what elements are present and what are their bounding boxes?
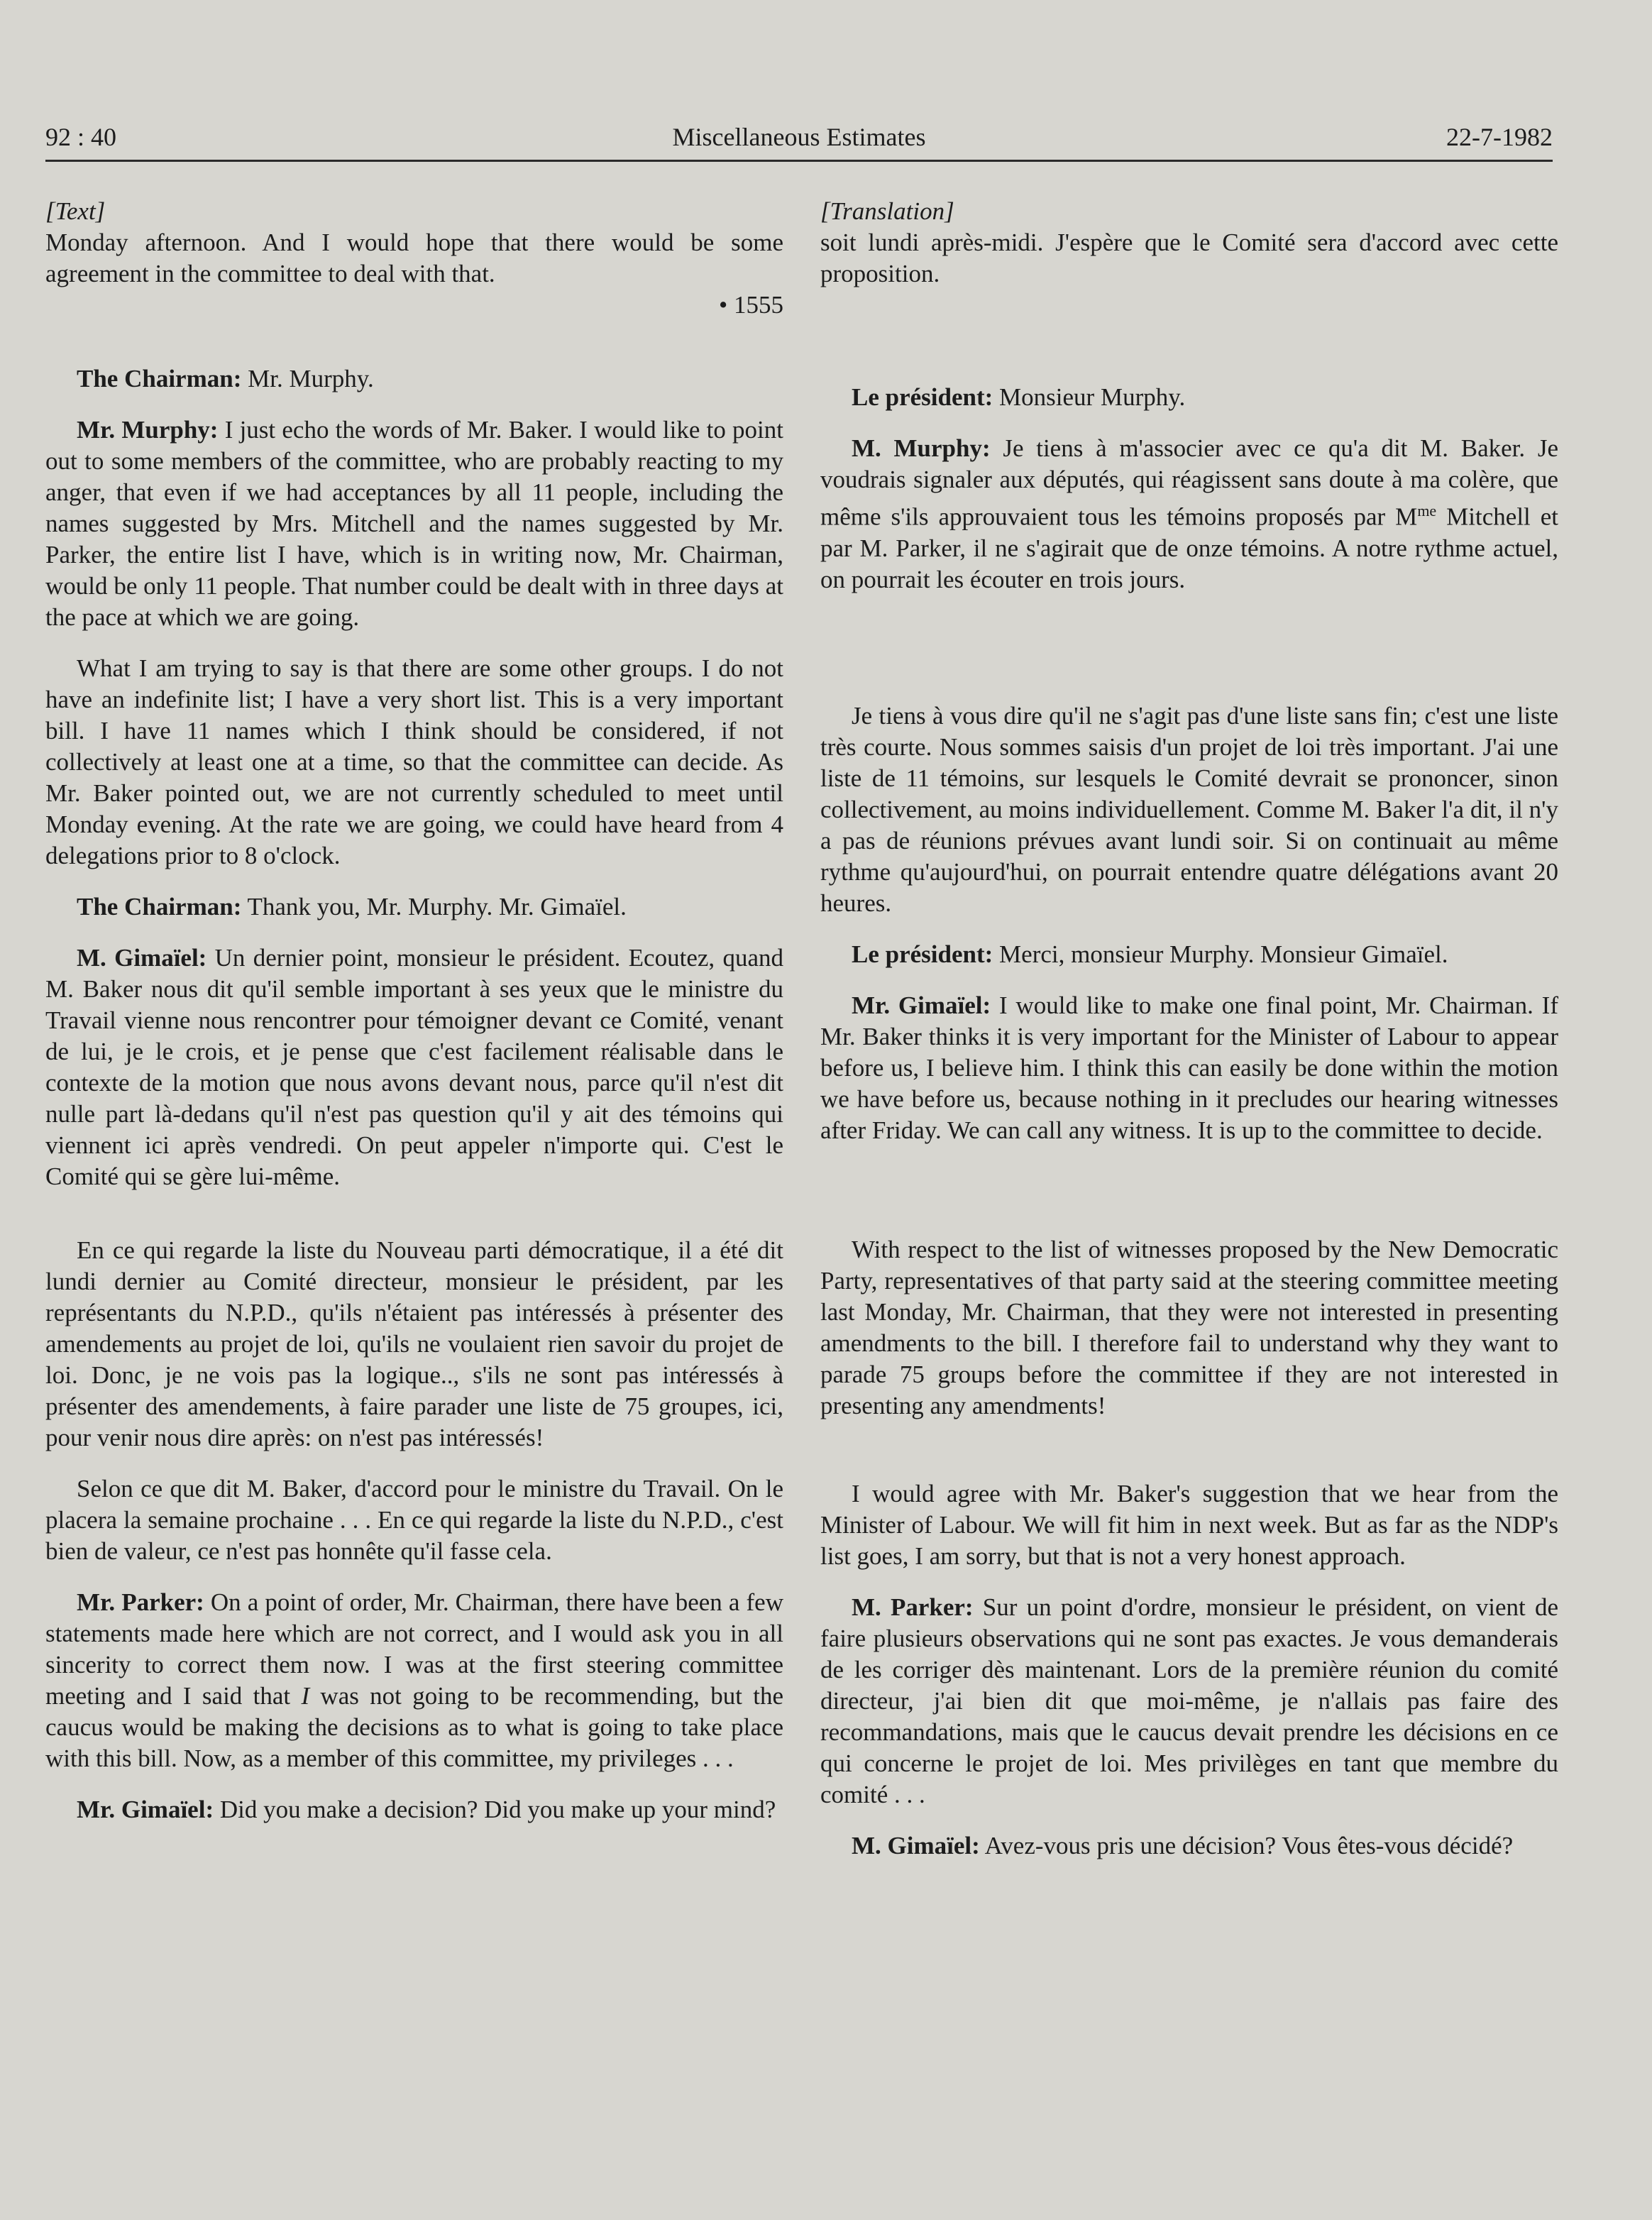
issue-date: 22-7-1982 — [1446, 123, 1553, 151]
paragraph: Selon ce que dit M. Baker, d'accord pour le ministre du Travail. On le placera la semaine prochaine . . . En ce qui regarde la liste du N.P.D., c'est bien de valeur, ce n'est pas honnête qu'il fasse cela. — [45, 1475, 783, 1565]
paragraph: M. Gimaïel: Avez-vous pris une décision? Vous êtes-vous décidé? — [852, 1831, 1514, 1859]
speaker-name: M. Gimaïel: — [852, 1831, 980, 1859]
speaker-name: M. Gimaïel: — [77, 944, 207, 972]
paragraph: Monday afternoon. And I would hope that there would be some agreement in the committee to deal with that. — [45, 229, 783, 287]
time-marker: • 1555 — [718, 291, 783, 319]
page-number: 92 : 40 — [45, 123, 117, 151]
speaker-name: Le président: — [852, 383, 993, 411]
paragraph: M. Gimaïel: Un dernier point, monsieur le président. Ecoutez, quand M. Baker nous dit qu'il semble important à ses yeux que le ministre du Travail vienne nous rencontrer pour témoigner devant ce Comité, venant de lui, je le crois, et je pense que c'est facilement réalisable dans le contexte de la motion que nous avons devant nous, parce qu'il n'est dit nulle part là-dedans qu'il n'est pas question qu'il y ait des témoins qui viennent ici après vendredi. On peut appeler n'importe qui. C'est le Comité qui se gère lui-même. — [45, 944, 783, 1190]
text-label: [Text] — [45, 197, 106, 225]
paragraph: M. Murphy: Je tiens à m'associer avec ce qu'a dit M. Baker. Je voudrais signaler aux députés, qui réagissent sans doute à ma colère, que même s'ils approuvaient tous les témoins proposés par $M^{me}$ Mitchell et par M. Parker, il ne s'agirait que de onze témoins. A notre rythme actuel, on pourrait les écouter en trois jours. — [820, 434, 1559, 593]
paragraph: The Chairman: Mr. Murphy. — [77, 365, 374, 392]
speaker-name: Mr. Gimaïel: — [852, 991, 991, 1019]
speaker-name: Mr. Parker: — [77, 1588, 204, 1616]
paragraph: With respect to the list of witnesses proposed by the New Democratic Party, representatives of that party said at the steering committee meeting last Monday, Mr. Chairman, that they were not interested in presenting amendments to the bill. I therefore fail to understand why they want to parade 75 groups before the committee if they are not interested in presenting any amendments! — [820, 1235, 1558, 1419]
paragraph: The Chairman: Thank you, Mr. Murphy. Mr. Gimaïel. — [77, 893, 627, 921]
paragraph: What I am trying to say is that there are some other groups. I do not have an indefinite list; I have a very short list. This is a very important bill. I have 11 names which I think should be considered, if not collectively at least one at a time, so that the committee can decide. As Mr. Baker pointed out, we are not currently scheduled to meet until Monday evening. At the rate we are going, we could have heard from 4 delegations prior to 8 o'clock. — [45, 654, 783, 869]
speaker-name: Mr. Murphy: — [77, 416, 219, 444]
left-column — [45, 196, 783, 1825]
paragraph: Mr. Parker: On a point of order, Mr. Chairman, there have been a few statements made here which are not correct, and I would ask you in all sincerity to correct them now. I was at the first steering committee meeting and I said that I was not going to be recommending, but the caucus would be making the decisions as to what is going to take place with this bill. Now, as a member of this committee, my privileges . . . — [45, 1588, 784, 1772]
right-column — [820, 196, 1558, 1862]
paragraph: En ce qui regarde la liste du Nouveau parti démocratique, il a été dit lundi dernier au Comité directeur, monsieur le président, par les représentants du N.P.D., qu'ils n'étaient pas intéressés à présenter des amendements au projet de loi, qu'ils ne voulaient rien savoir du projet de loi. Donc, je ne vois pas la logique.., s'ils ne sont pas intéressés à présenter des amendements, à faire parader une liste de 75 groupes, ici, pour venir nous dire après: on n'est pas intéressés! — [45, 1236, 783, 1451]
paragraph: Le président: Merci, monsieur Murphy. Monsieur Gimaïel. — [852, 940, 1448, 968]
speaker-name: M. Murphy: — [852, 434, 991, 462]
page-header — [45, 122, 1553, 158]
publication-title: Miscellaneous Estimates — [672, 123, 926, 151]
paragraph: soit lundi après-midi. J'espère que le Comité sera d'accord avec cette proposition. — [820, 229, 1558, 287]
header-rule — [45, 160, 1553, 162]
paragraph: Mr. Murphy: I just echo the words of Mr. Baker. I would like to point out to some members of the committee, who are probably reacting to my anger, that even if we had acceptances by all 11 people, including the names suggested by Mrs. Mitchell and the names suggested by Mr. Parker, the entire list I have, which is in writing now, Mr. Chairman, would be only 11 people. That number could be dealt with in three days at the pace at which we are going. — [45, 416, 783, 631]
paragraph: Le président: Monsieur Murphy. — [852, 383, 1186, 411]
speaker-name: M. Parker: — [852, 1593, 974, 1621]
paragraph: Mr. Gimaïel: Did you make a decision? Did you make up your mind? — [77, 1796, 776, 1823]
paragraph: I would agree with Mr. Baker's suggestion that we hear from the Minister of Labour. We will fit him in next week. But as far as the NDP's list goes, I am sorry, but that is not a very honest approach. — [820, 1479, 1558, 1570]
translation-label: [Translation] — [820, 197, 954, 225]
speaker-name: Mr. Gimaïel: — [77, 1796, 214, 1823]
speaker-name: Le président: — [852, 940, 993, 968]
paragraph: Mr. Gimaïel: I would like to make one final point, Mr. Chairman. If Mr. Baker thinks it is very important for the Minister of Labour to appear before us, I believe him. I think this can easily be done within the motion we have before us, because nothing in it precludes our hearing witnesses after Friday. We can call any witness. It is up to the committee to decide. — [820, 991, 1558, 1144]
paragraph: Je tiens à vous dire qu'il ne s'agit pas d'une liste sans fin; c'est une liste très courte. Nous sommes saisis d'un projet de loi très important. J'ai une liste de 11 témoins, sur lesquels le Comité devrait se prononcer, sinon collectivement, au moins individuellement. Comme M. Baker l'a dit, il n'y a pas de réunions prévues avant lundi soir. Si on continuait au même rythme qu'aujourd'hui, on pourrait entendre quatre délégations avant 20 heures. — [820, 701, 1558, 917]
speaker-name: The Chairman: — [77, 893, 242, 921]
paragraph: M. Parker: Sur un point d'ordre, monsieur le président, on vient de faire plusieurs observations qui ne sont pas exactes. Je vous demanderais de les corriger dès maintenant. Lors de la première réunion du comité directeur, j'ai bien dit que moi-même, je n'allais pas faire des recommandations, mais que le caucus devait prendre les décisions en ce qui concerne le projet de loi. Mes privilèges en tant que membre du comité . . . — [820, 1593, 1558, 1808]
speaker-name: The Chairman: — [77, 365, 242, 392]
